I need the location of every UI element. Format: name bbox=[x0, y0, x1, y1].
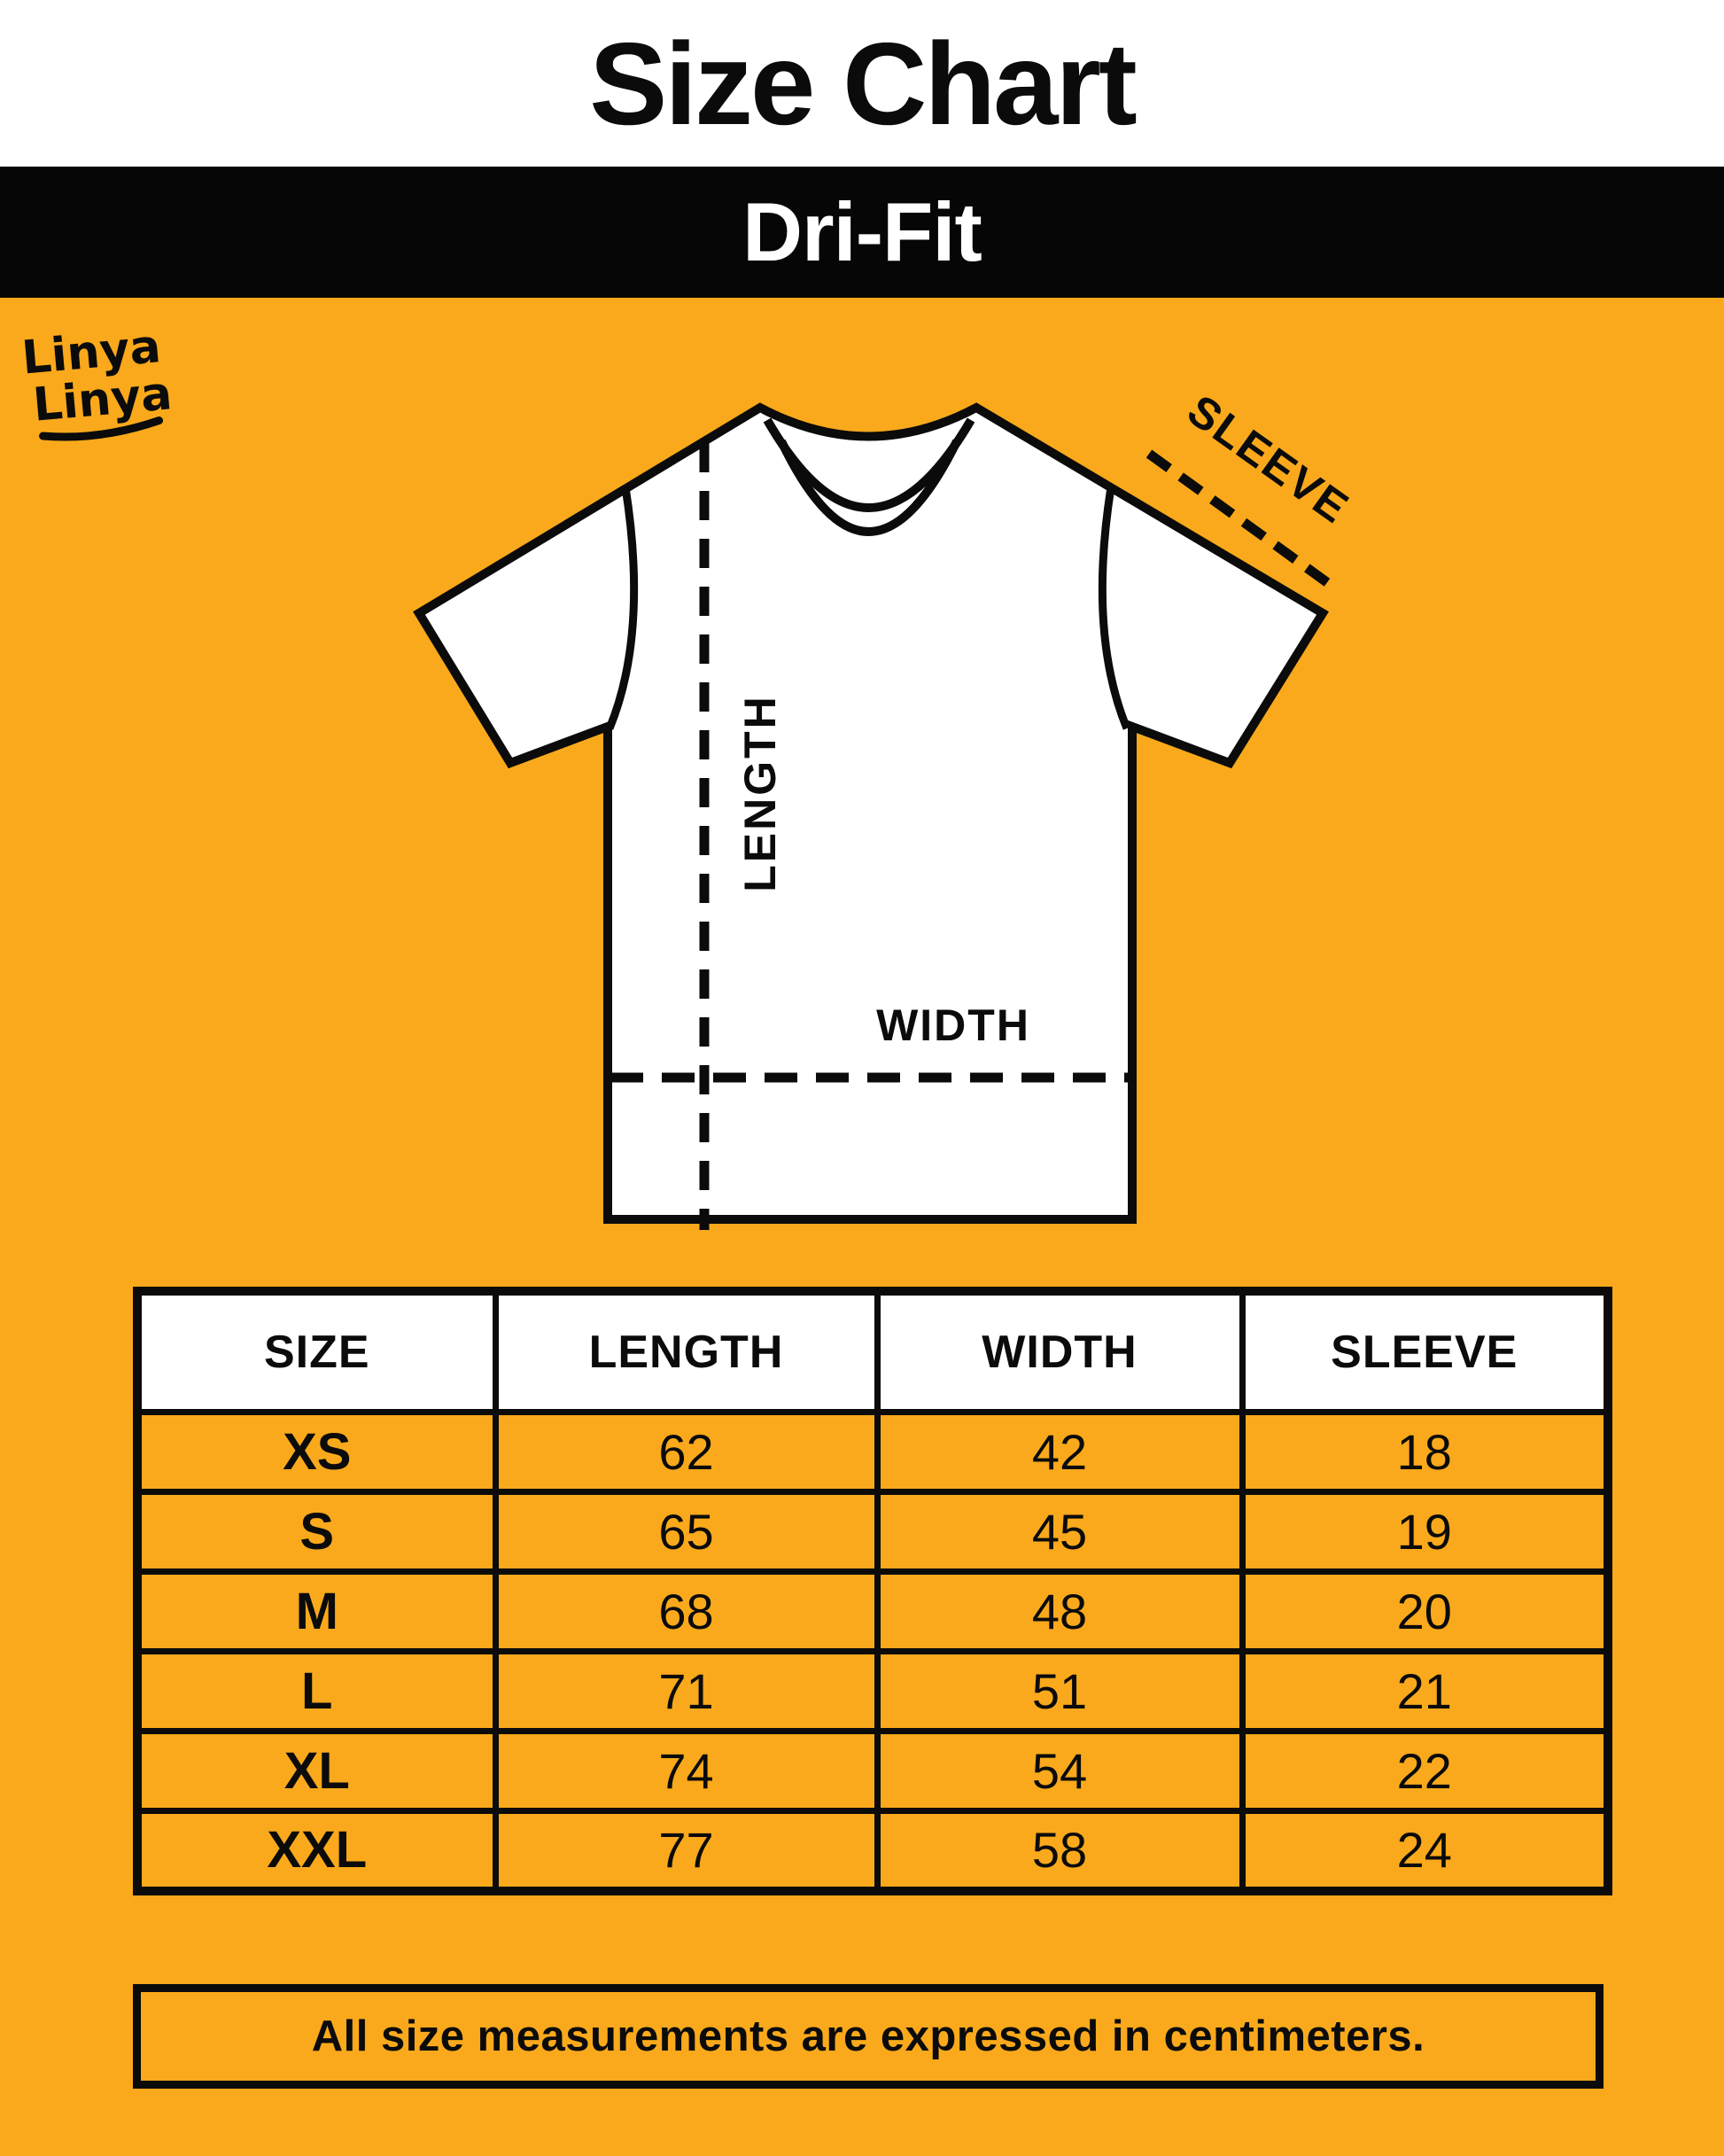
measurement-cell: 18 bbox=[1242, 1413, 1608, 1492]
sleeve-label: SLEEVE bbox=[1178, 385, 1359, 533]
measurement-cell: 21 bbox=[1242, 1652, 1608, 1732]
size-cell: S bbox=[137, 1492, 495, 1572]
measurement-cell: 22 bbox=[1242, 1732, 1608, 1811]
table-row bbox=[137, 1811, 1608, 1891]
column-header-width: WIDTH bbox=[877, 1291, 1242, 1413]
size-table bbox=[133, 1287, 1612, 1895]
size-cell: L bbox=[137, 1652, 495, 1732]
table-row bbox=[137, 1652, 1608, 1732]
measurement-cell: 45 bbox=[877, 1492, 1242, 1572]
footnote-box bbox=[133, 1984, 1604, 2089]
table-row bbox=[137, 1572, 1608, 1652]
measurement-cell: 20 bbox=[1242, 1572, 1608, 1652]
tshirt-diagram bbox=[0, 381, 1724, 1294]
size-cell: XXL bbox=[137, 1811, 495, 1891]
measurement-cell: 71 bbox=[495, 1652, 877, 1732]
measurement-cell: 51 bbox=[877, 1652, 1242, 1732]
measurement-cell: 19 bbox=[1242, 1492, 1608, 1572]
measurement-cell: 54 bbox=[877, 1732, 1242, 1811]
measurement-cell: 68 bbox=[495, 1572, 877, 1652]
measurement-cell: 62 bbox=[495, 1413, 877, 1492]
product-name: Dri-Fit bbox=[742, 185, 982, 278]
table-row bbox=[137, 1413, 1608, 1492]
length-label: LENGTH bbox=[735, 694, 785, 892]
brand-logo-line1: Linya bbox=[19, 320, 163, 385]
measurement-cell: 42 bbox=[877, 1413, 1242, 1492]
page-title: Size Chart bbox=[589, 18, 1135, 149]
size-cell: XL bbox=[137, 1732, 495, 1811]
measurement-cell: 65 bbox=[495, 1492, 877, 1572]
column-header-size: SIZE bbox=[137, 1291, 495, 1413]
measurement-cell: 48 bbox=[877, 1572, 1242, 1652]
size-cell: XS bbox=[137, 1413, 495, 1492]
product-band bbox=[0, 167, 1724, 298]
header bbox=[0, 0, 1724, 167]
column-header-length: LENGTH bbox=[495, 1291, 877, 1413]
measurement-cell: 77 bbox=[495, 1811, 877, 1891]
table-row bbox=[137, 1492, 1608, 1572]
footnote-text: All size measurements are expressed in centimeters. bbox=[311, 2012, 1425, 2060]
width-label: WIDTH bbox=[876, 1000, 1030, 1050]
table-header-row bbox=[137, 1291, 1608, 1413]
column-header-sleeve: SLEEVE bbox=[1242, 1291, 1608, 1413]
measurement-cell: 58 bbox=[877, 1811, 1242, 1891]
measurement-cell: 74 bbox=[495, 1732, 877, 1811]
table-row bbox=[137, 1732, 1608, 1811]
size-table-body bbox=[137, 1413, 1608, 1891]
size-cell: M bbox=[137, 1572, 495, 1652]
measurement-cell: 24 bbox=[1242, 1811, 1608, 1891]
brand-logo-line2: Linya bbox=[30, 367, 175, 432]
